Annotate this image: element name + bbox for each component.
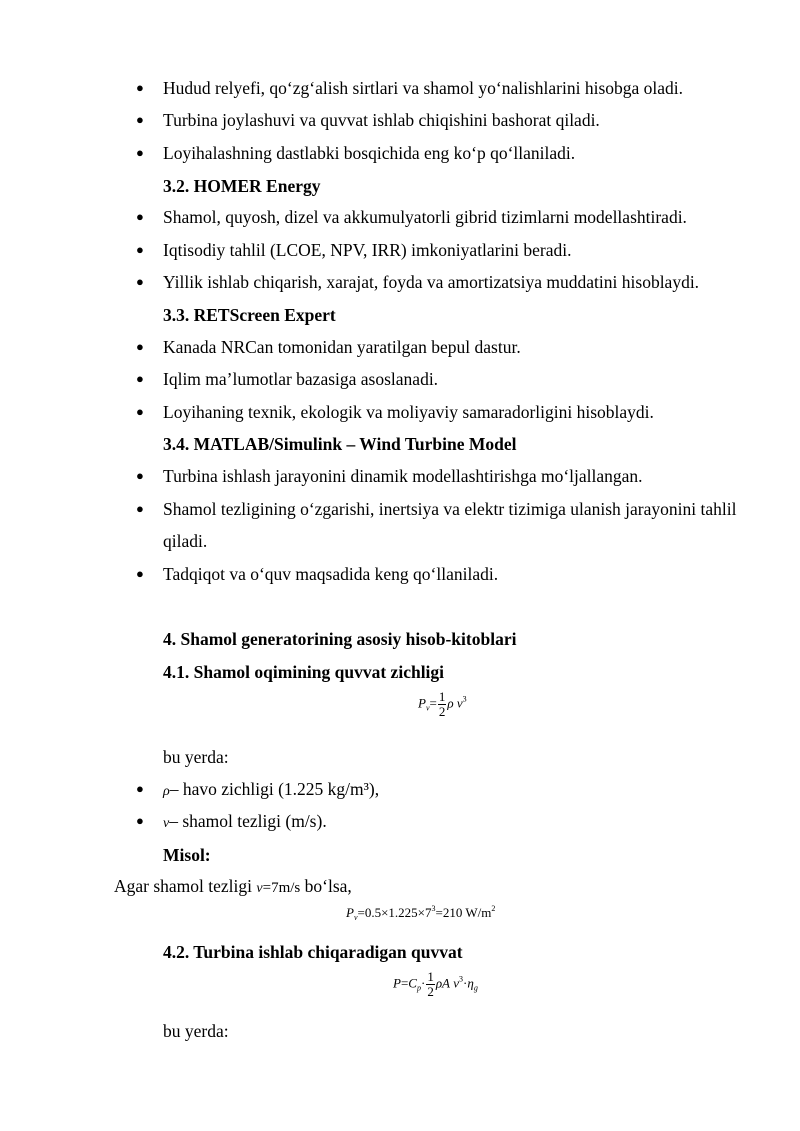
formula-turbine-power bbox=[393, 970, 478, 999]
formula-operator: · bbox=[420, 975, 426, 991]
formula-symbol: ρ bbox=[447, 695, 454, 711]
formula-unit-exponent: 2 bbox=[491, 904, 496, 913]
formula-subscript: v bbox=[353, 913, 358, 922]
formula-result: =210 W/m bbox=[435, 905, 492, 920]
definition-text: – shamol tezligi (m/s). bbox=[169, 811, 327, 831]
list-item-text: Iqtisodiy tahlil (LCOE, NPV, IRR) imkoniyatlarini beradi. bbox=[163, 240, 572, 260]
list-item-text: Yillik ishlab chiqarish, xarajat, foyda va amortizatsiya muddatini hisoblaydi. bbox=[163, 272, 700, 292]
formula-symbol: P bbox=[418, 695, 426, 711]
example-prefix: Agar shamol tezligi bbox=[114, 876, 257, 896]
example-label: Misol: bbox=[163, 845, 211, 865]
bullet-icon: ● bbox=[136, 274, 144, 289]
bullet-icon: ● bbox=[136, 813, 144, 828]
bullet-icon: ● bbox=[136, 404, 144, 419]
list-item-text: Turbina ishlash jarayonini dinamik modellashtirishga mo‘ljallangan. bbox=[163, 466, 643, 486]
paragraph: bu yerda: bbox=[163, 1021, 229, 1041]
list-item bbox=[136, 558, 746, 590]
formula-power-density: $P_v=$ $\frac{1}{2}$ ρ $v^3$ bbox=[418, 689, 467, 719]
list-item bbox=[136, 72, 746, 104]
formula-fraction bbox=[426, 970, 435, 999]
formula-symbol: η bbox=[467, 975, 474, 991]
bullet-icon: ● bbox=[136, 371, 144, 386]
bullet-icon: ● bbox=[136, 566, 144, 581]
formula-expression: =0.5×1.225×7 bbox=[357, 905, 432, 920]
bullet-icon: ● bbox=[136, 80, 144, 95]
list-item bbox=[136, 234, 746, 266]
definition-text: – havo zichligi (1.225 kg/m³), bbox=[169, 779, 380, 799]
subsection-heading: 4.2. Turbina ishlab chiqaradigan quvvat bbox=[163, 942, 463, 962]
bullet-icon: ● bbox=[136, 242, 144, 257]
paragraph: bu yerda: bbox=[163, 747, 229, 767]
formula-subscript: v bbox=[425, 703, 430, 713]
list-item bbox=[136, 137, 746, 169]
list-item-text: Shamol, quyosh, dizel va akkumulyatorli gibrid tizimlarni modellashtiradi. bbox=[163, 207, 687, 227]
list-item-text: Tadqiqot va o‘quv maqsadida keng qo‘llaniladi. bbox=[163, 564, 499, 584]
section-heading: 4. Shamol generatorining asosiy hisob-kitoblari bbox=[163, 629, 517, 649]
formula-symbol: P bbox=[346, 905, 354, 920]
bullet-icon: ● bbox=[136, 468, 144, 483]
formula-fraction bbox=[438, 690, 447, 719]
list-item bbox=[136, 773, 746, 808]
formula-subscript: p bbox=[416, 983, 421, 993]
list-item bbox=[136, 460, 746, 492]
example-variable: v bbox=[256, 881, 263, 896]
list-item-text bbox=[163, 773, 746, 808]
list-item bbox=[136, 493, 746, 557]
fraction-numerator: 1 bbox=[438, 689, 446, 704]
list-item-text: Shamol tezligining o‘zgarishi, inertsiya va elektr tizimiga ulanish jarayonini tahlil qiladi. bbox=[163, 499, 737, 551]
list-item bbox=[136, 201, 746, 233]
formula-subscript: g bbox=[473, 983, 478, 993]
bullet-icon: ● bbox=[136, 145, 144, 160]
formula-exponent: 3 bbox=[431, 904, 436, 913]
formula-equals: = bbox=[400, 975, 409, 991]
formula-symbol: v bbox=[453, 975, 460, 991]
list-item-text: Loyihalashning dastlabki bosqichida eng ko‘p qo‘llaniladi. bbox=[163, 143, 576, 163]
section-heading: 3.4. MATLAB/Simulink – Wind Turbine Model bbox=[163, 434, 517, 454]
example-text bbox=[114, 874, 352, 901]
bullet-icon: ● bbox=[136, 781, 144, 796]
list-item-text bbox=[163, 805, 746, 840]
fraction-denominator: 2 bbox=[438, 704, 446, 719]
list-item-text: Kanada NRCan tomonidan yaratilgan bepul dastur. bbox=[163, 337, 521, 357]
formula-exponent: 3 bbox=[459, 974, 464, 984]
list-item bbox=[136, 396, 746, 428]
example-suffix: bo‘lsa, bbox=[300, 876, 352, 896]
list-item bbox=[136, 805, 746, 840]
list-item-text: Hudud relyefi, qo‘zg‘alish sirtlari va shamol yo‘nalishlarini hisobga oladi. bbox=[163, 78, 684, 98]
section-heading: 3.2. HOMER Energy bbox=[163, 176, 321, 196]
section-heading: 3.3. RETScreen Expert bbox=[163, 305, 336, 325]
list-item bbox=[136, 266, 746, 298]
list-item bbox=[136, 104, 746, 136]
subsection-heading: 4.1. Shamol oqimining quvvat zichligi bbox=[163, 662, 445, 682]
list-item-text: Turbina joylashuvi va quvvat ishlab chiqishini bashorat qiladi. bbox=[163, 110, 600, 130]
bullet-icon: ● bbox=[136, 501, 144, 516]
definition-symbol: v bbox=[163, 816, 170, 831]
bullet-icon: ● bbox=[136, 339, 144, 354]
formula-symbol: P bbox=[393, 975, 401, 991]
formula-symbol: v bbox=[456, 695, 463, 711]
formula-symbol: ρA bbox=[435, 975, 450, 991]
fraction-numerator: 1 bbox=[427, 969, 434, 984]
example-value: =7m/s bbox=[262, 880, 301, 896]
fraction-denominator: 2 bbox=[427, 984, 434, 999]
definition-symbol: ρ bbox=[163, 784, 170, 799]
formula-example-result bbox=[346, 904, 495, 922]
bullet-icon: ● bbox=[136, 112, 144, 127]
formula-operator: · bbox=[463, 975, 468, 991]
list-item-text: Loyihaning texnik, ekologik va moliyaviy samaradorligini hisoblaydi. bbox=[163, 402, 654, 422]
bullet-icon: ● bbox=[136, 209, 144, 224]
list-item-text: Iqlim ma’lumotlar bazasiga asoslanadi. bbox=[163, 369, 439, 389]
formula-symbol: C bbox=[408, 975, 417, 991]
formula-exponent: 3 bbox=[462, 694, 467, 704]
list-item bbox=[136, 331, 746, 363]
list-item bbox=[136, 363, 746, 395]
